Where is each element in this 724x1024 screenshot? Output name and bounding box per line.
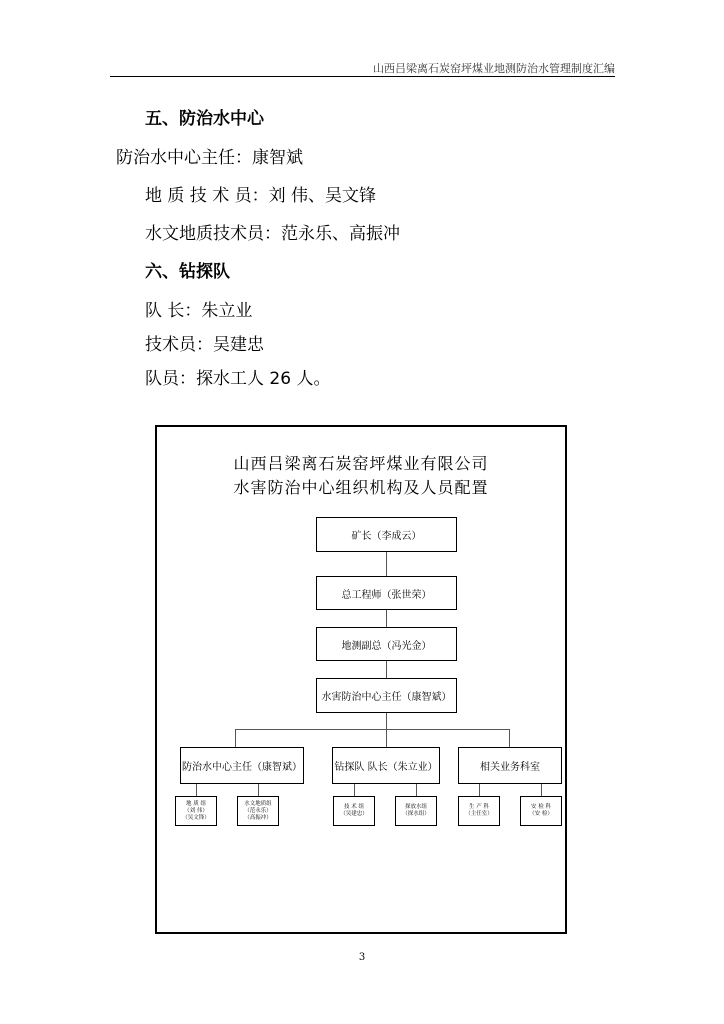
node-chief-engineer: 总工程师（张世荣） bbox=[316, 576, 457, 610]
chart-title-line1: 山西吕梁离石炭窑坪煤业有限公司 bbox=[233, 454, 489, 473]
node-branch-drilling: 钻探队 队长（朱立业） bbox=[332, 747, 440, 784]
leaf-label: （主任室） bbox=[465, 811, 493, 817]
connector bbox=[196, 783, 197, 797]
page-header: 山西吕梁离石炭窑坪煤业地测防治水管理制度汇编 bbox=[373, 62, 615, 75]
connector bbox=[541, 783, 542, 797]
node-deputy-chief: 地测副总（冯光金） bbox=[316, 627, 457, 661]
connector bbox=[509, 729, 510, 747]
connector bbox=[235, 729, 509, 730]
director-line: 防治水中心主任：康智斌 bbox=[116, 148, 303, 168]
leaf-drainage bbox=[395, 796, 437, 826]
captain-line: 队 长：朱立业 bbox=[145, 301, 253, 321]
header-rule bbox=[110, 76, 615, 77]
leaf-production bbox=[458, 796, 500, 826]
connector bbox=[386, 551, 387, 577]
section-6-heading: 六、钻探队 bbox=[145, 262, 230, 282]
connector bbox=[386, 660, 387, 678]
connector bbox=[479, 783, 480, 797]
leaf-label: 生 产 科 bbox=[469, 804, 489, 810]
node-branch-departments: 相关业务科室 bbox=[458, 747, 562, 784]
hydro-tech-line: 水文地质技术员：范永乐、高振冲 bbox=[145, 224, 400, 244]
leaf-label: 探放水组 bbox=[404, 804, 427, 810]
connector bbox=[416, 783, 417, 797]
section-5-heading: 五、防治水中心 bbox=[145, 109, 264, 129]
node-branch-prevention: 防治水中心主任（康智斌） bbox=[180, 747, 304, 784]
technician-line: 技术员：吴建忠 bbox=[145, 335, 264, 355]
connector bbox=[386, 729, 387, 747]
members-line: 队员：探水工人 26 人。 bbox=[145, 369, 331, 389]
leaf-label: （探水组） bbox=[402, 811, 430, 817]
leaf-label: 技 术 组 bbox=[344, 804, 364, 810]
org-chart bbox=[155, 425, 567, 934]
geo-tech-line: 地 质 技 术 员：刘 伟、吴文锋 bbox=[145, 186, 377, 206]
connector bbox=[258, 783, 259, 797]
leaf-label: （高振冲） bbox=[244, 814, 272, 821]
chart-title-line2: 水害防治中心组织机构及人员配置 bbox=[233, 478, 489, 497]
leaf-label: （范永乐） bbox=[244, 807, 272, 814]
node-center-director: 水害防治中心主任（康智斌） bbox=[316, 678, 457, 713]
connector bbox=[386, 712, 387, 729]
leaf-label: 安 检 科 bbox=[531, 804, 551, 810]
leaf-label: 水文地质组 bbox=[244, 800, 272, 807]
leaf-label: （刘 伟） bbox=[184, 807, 208, 814]
leaf-label: 地 质 组 bbox=[186, 800, 206, 807]
leaf-label: （吴文锋） bbox=[182, 814, 210, 821]
leaf-label: （安 检） bbox=[529, 811, 553, 817]
leaf-hydrogeology bbox=[237, 796, 279, 826]
page-number: 3 bbox=[358, 952, 366, 963]
leaf-label: （吴建忠） bbox=[340, 811, 368, 817]
leaf-technical bbox=[333, 796, 375, 826]
leaf-safety bbox=[520, 796, 562, 826]
node-mine-director: 矿长（李成云） bbox=[316, 517, 457, 552]
leaf-geology bbox=[175, 796, 217, 826]
connector bbox=[354, 783, 355, 797]
connector bbox=[386, 609, 387, 627]
connector bbox=[235, 729, 236, 747]
